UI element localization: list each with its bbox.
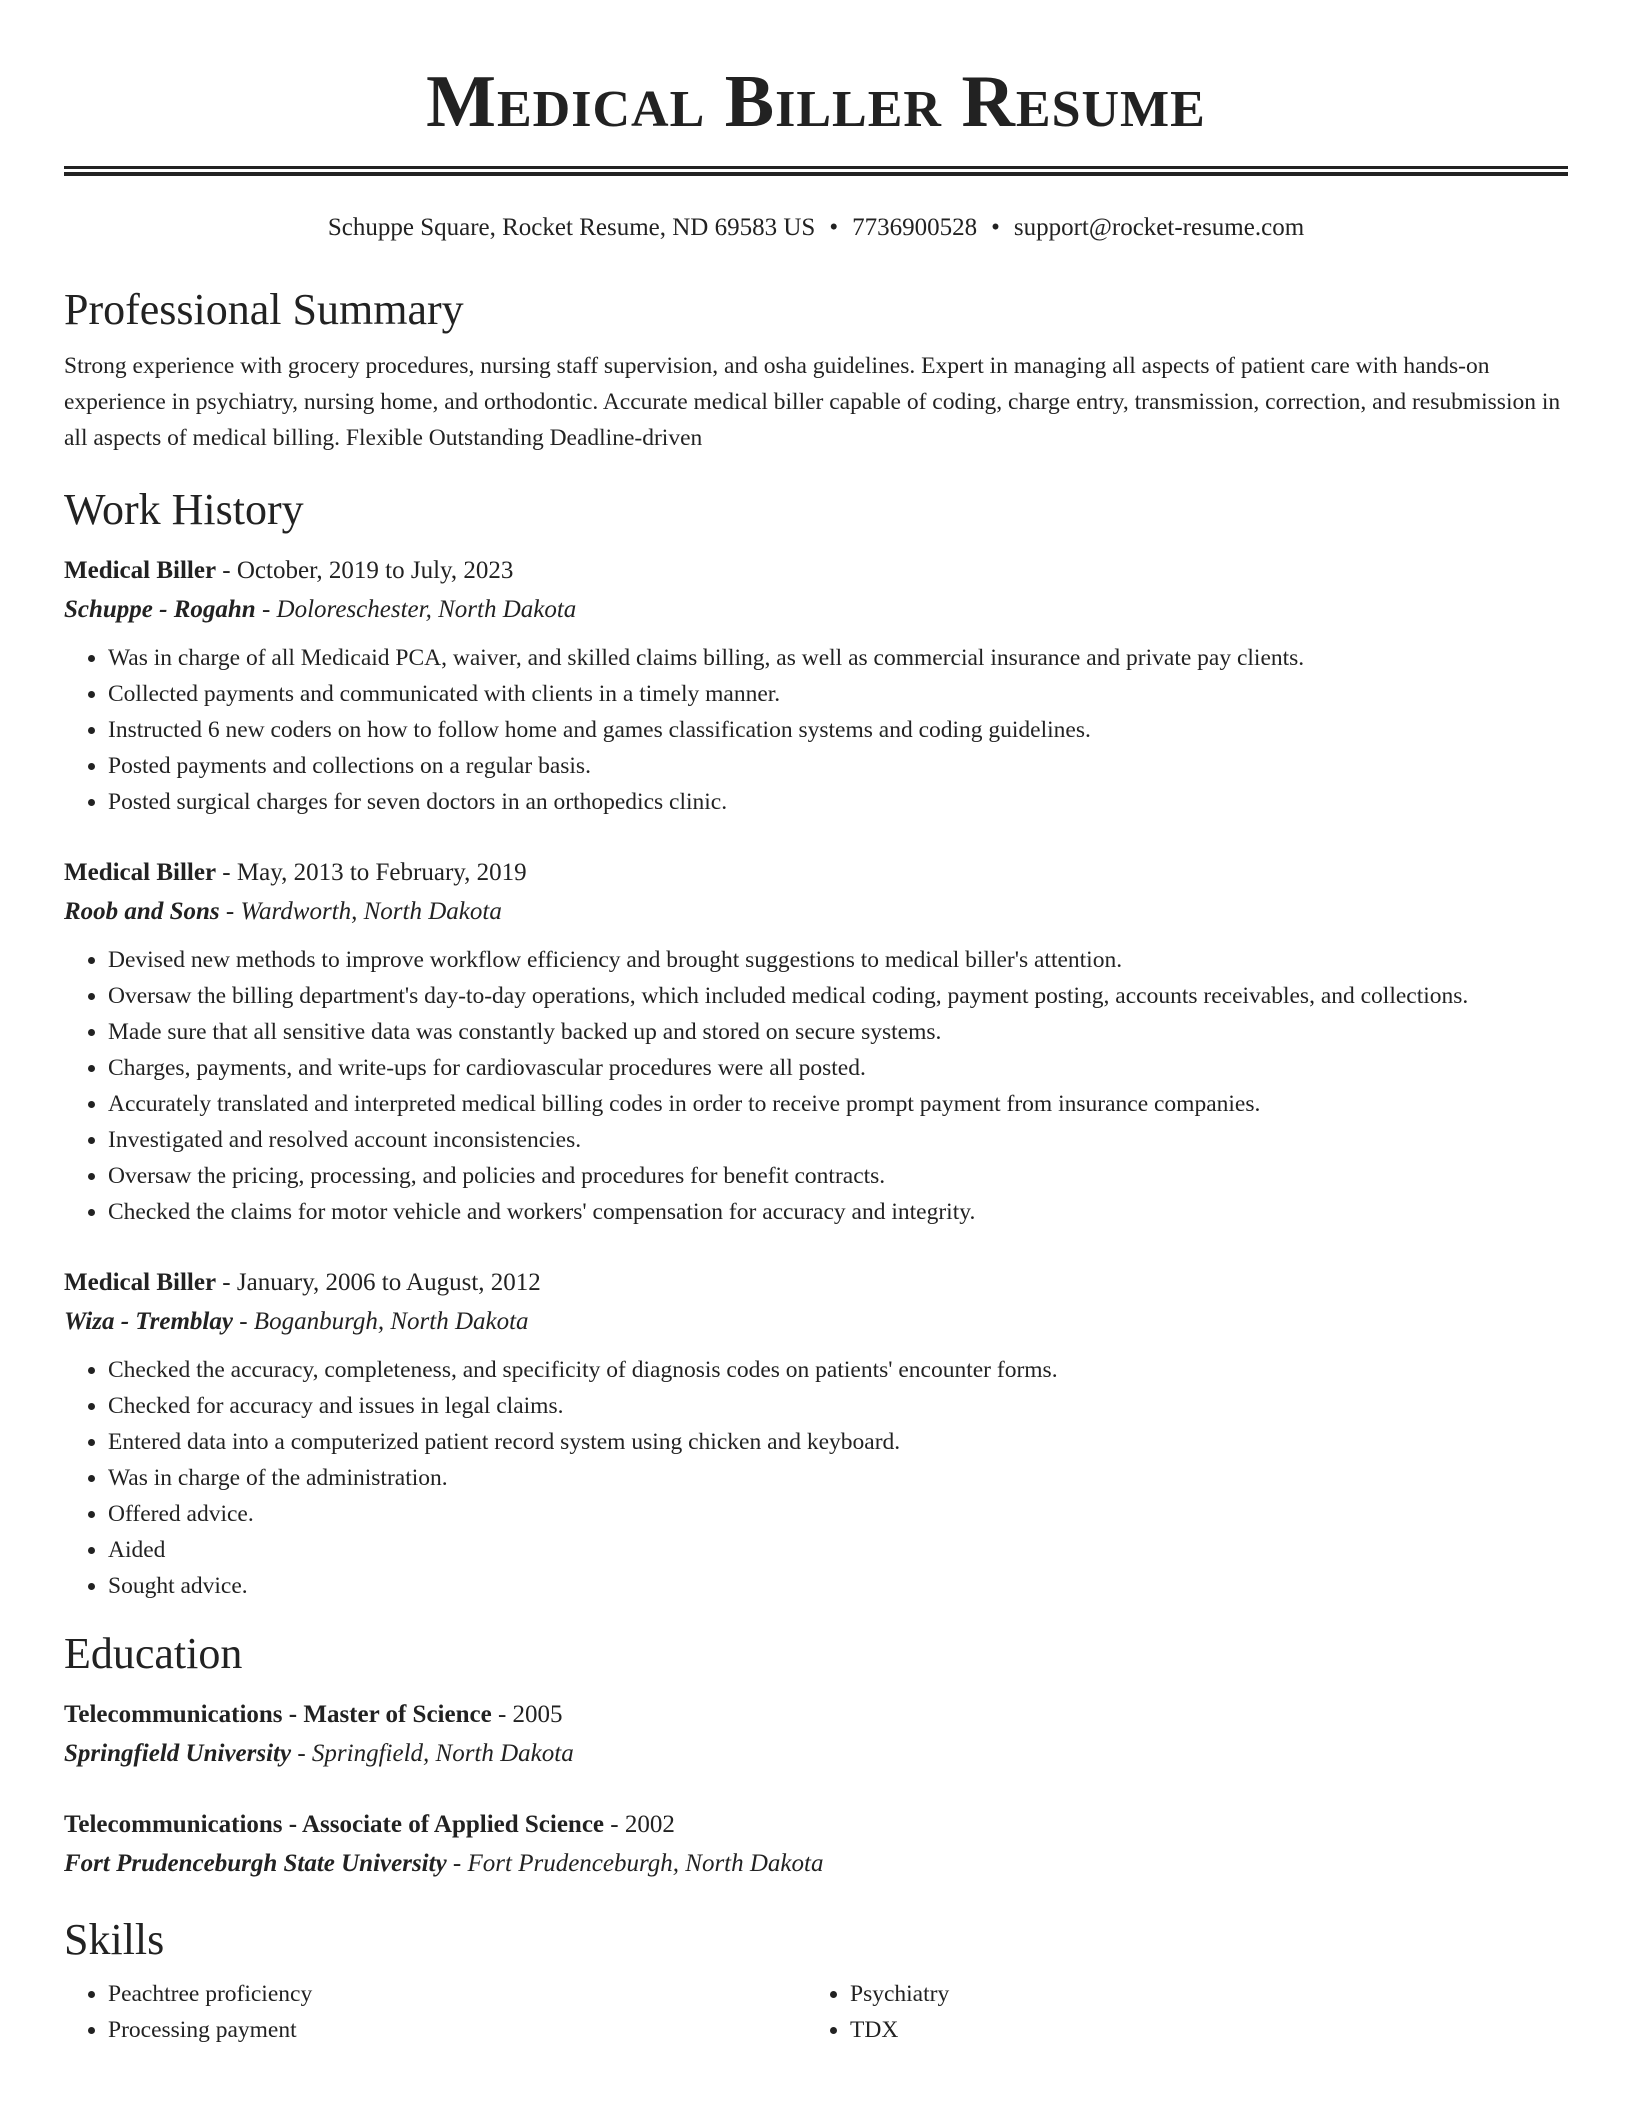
job-location: - Doloreschester, North Dakota xyxy=(255,596,577,623)
job-entry xyxy=(64,1264,1568,1604)
summary-text: Strong experience with grocery procedures, nursing staff supervision, and osha guidelines. Expert in managing all aspects of patient care with hands-on experience in psychiatry, nursing home, and orthodontic. Accurate medical biller capable of coding, charge entry, transmission, correction, and resubmission in all aspects of medical billing. Flexible Outstanding Deadline-driven xyxy=(64,353,1561,451)
job-duties-list xyxy=(64,640,1568,820)
job-title: Medical Biller xyxy=(64,557,217,584)
school-location: - Fort Prudenceburgh, North Dakota xyxy=(446,1850,824,1877)
contact-separator: • xyxy=(829,214,839,241)
list-item: • Was in charge of the administration. xyxy=(108,1460,1568,1496)
list-item: • Psychiatry xyxy=(850,1976,1548,2012)
list-item: • Offered advice. xyxy=(108,1496,1568,1532)
job-location: - Boganburgh, North Dakota xyxy=(232,1308,529,1335)
job-entry xyxy=(64,854,1568,1230)
resume-title: Medical Biller Resume xyxy=(426,61,1206,143)
job-title: Medical Biller xyxy=(64,1269,217,1296)
graduation-year: - 2002 xyxy=(604,1811,675,1838)
job-entry xyxy=(64,552,1568,820)
list-item: • Devised new methods to improve workflow efficiency and brought suggestions to medical biller's attention. xyxy=(108,942,1568,978)
degree: Telecommunications - Associate of Applied Science xyxy=(64,1811,605,1838)
contact-address: Schuppe Square, Rocket Resume, ND 69583 US xyxy=(327,214,816,241)
work-history-heading: Work History xyxy=(64,485,304,534)
list-item: • Was in charge of all Medicaid PCA, waiver, and skilled claims billing, as well as commercial insurance and private pay clients. xyxy=(108,640,1568,676)
contact-phone: 7736900528 xyxy=(852,214,978,241)
list-item: • Aided xyxy=(108,1532,1568,1568)
school: Springfield University xyxy=(64,1740,292,1767)
list-item: • Sought advice. xyxy=(108,1568,1568,1604)
skills-column-left xyxy=(64,1976,806,2048)
list-item: • Checked the claims for motor vehicle and workers' compensation for accuracy and integrity. xyxy=(108,1194,1568,1230)
contact-line xyxy=(64,212,1568,244)
summary-heading: Professional Summary xyxy=(64,285,464,334)
list-item: • Entered data into a computerized patient record system using chicken and keyboard. xyxy=(108,1424,1568,1460)
job-company: Wiza - Tremblay xyxy=(64,1308,233,1335)
job-dates: - October, 2019 to July, 2023 xyxy=(216,557,514,584)
job-company: Schuppe - Rogahn xyxy=(64,596,256,623)
job-company: Roob and Sons xyxy=(64,898,220,925)
job-title-line xyxy=(64,552,1568,590)
degree: Telecommunications - Master of Science xyxy=(64,1701,492,1728)
job-duties-list xyxy=(64,942,1568,1230)
list-item: • Processing payment xyxy=(108,2012,806,2048)
list-item: • Posted payments and collections on a regular basis. xyxy=(108,748,1568,784)
school-location: - Springfield, North Dakota xyxy=(291,1740,574,1767)
list-item: • TDX xyxy=(850,2012,1548,2048)
list-item: • Peachtree proficiency xyxy=(108,1976,806,2012)
job-dates: - May, 2013 to February, 2019 xyxy=(216,859,527,886)
skills-heading: Skills xyxy=(64,1915,165,1964)
skills-list xyxy=(64,1976,1568,2048)
education-entry xyxy=(64,1696,1568,1774)
skills-column-right xyxy=(806,1976,1548,2048)
degree-line xyxy=(64,1806,1568,1844)
list-item: • Charges, payments, and write-ups for cardiovascular procedures were all posted. xyxy=(108,1050,1568,1086)
list-item: • Checked for accuracy and issues in legal claims. xyxy=(108,1388,1568,1424)
school-line xyxy=(64,1734,1568,1774)
graduation-year: - 2005 xyxy=(491,1701,563,1728)
job-company-line xyxy=(64,590,1568,630)
job-title-line xyxy=(64,1264,1568,1302)
list-item: • Oversaw the billing department's day-to-day operations, which included medical coding, payment posting, accounts receivables, and collections. xyxy=(108,978,1568,1014)
school: Fort Prudenceburgh State University xyxy=(64,1850,447,1877)
list-item: • Accurately translated and interpreted medical billing codes in order to receive prompt payment from insurance companies. xyxy=(108,1086,1568,1122)
job-dates: - January, 2006 to August, 2012 xyxy=(216,1269,541,1296)
contact-separator: • xyxy=(991,214,1000,241)
school-line xyxy=(64,1844,1568,1884)
job-title: Medical Biller xyxy=(64,859,217,886)
degree-line xyxy=(64,1696,1568,1734)
job-location: - Wardworth, North Dakota xyxy=(219,898,502,925)
list-item: • Checked the accuracy, completeness, and specificity of diagnosis codes on patients' encounter forms. xyxy=(108,1352,1568,1388)
education-entry xyxy=(64,1806,1568,1884)
title-divider xyxy=(64,166,1568,176)
job-company-line xyxy=(64,892,1568,932)
list-item: • Posted surgical charges for seven doctors in an orthopedics clinic. xyxy=(108,784,1568,820)
list-item: • Made sure that all sensitive data was constantly backed up and stored on secure systems. xyxy=(108,1014,1568,1050)
job-duties-list xyxy=(64,1352,1568,1604)
list-item: • Investigated and resolved account inconsistencies. xyxy=(108,1122,1568,1158)
job-title-line xyxy=(64,854,1568,892)
contact-email: support@rocket-resume.com xyxy=(1013,214,1305,241)
education-heading: Education xyxy=(64,1629,243,1678)
list-item: • Instructed 6 new coders on how to follow home and games classification systems and coding guidelines. xyxy=(108,712,1568,748)
list-item: • Collected payments and communicated with clients in a timely manner. xyxy=(108,676,1568,712)
job-company-line xyxy=(64,1302,1568,1342)
list-item: • Oversaw the pricing, processing, and policies and procedures for benefit contracts. xyxy=(108,1158,1568,1194)
